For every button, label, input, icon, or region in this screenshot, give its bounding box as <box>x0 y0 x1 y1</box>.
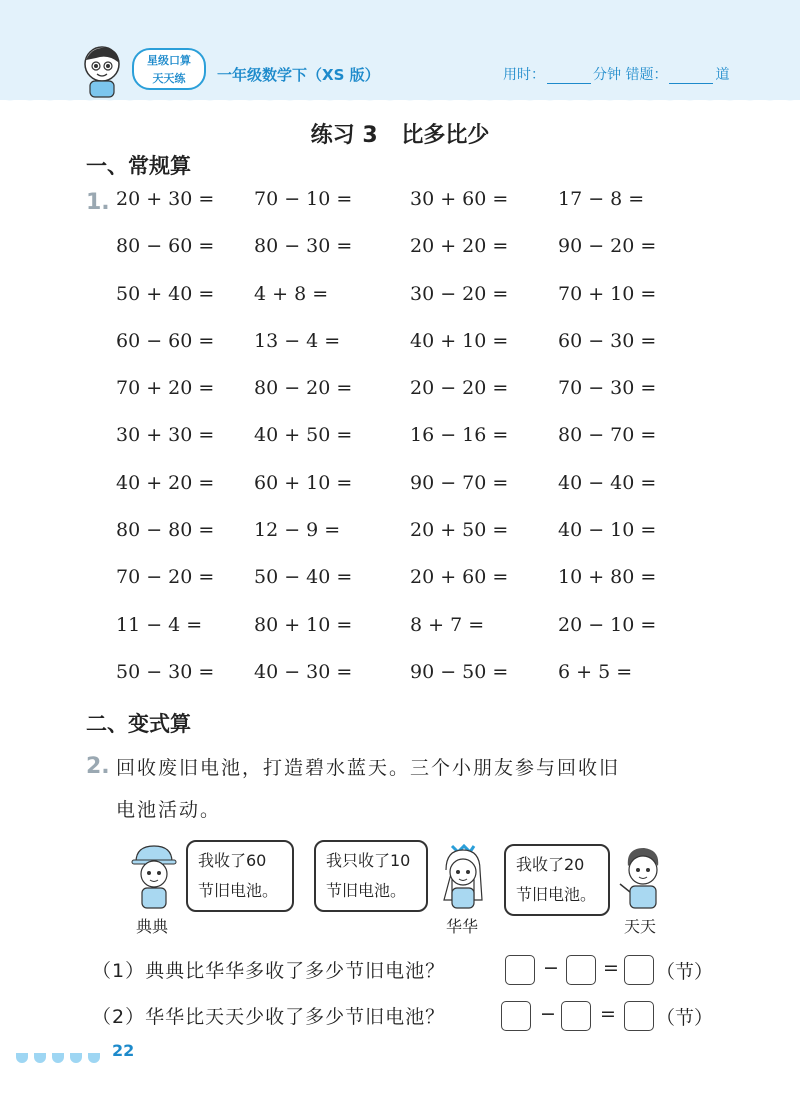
calc-problem: 70 + 10 = <box>558 282 657 305</box>
equals-sign-1: = <box>603 957 619 979</box>
calc-problem: 10 + 80 = <box>558 566 657 589</box>
footer-decoration <box>16 1048 106 1067</box>
girl-hua-icon <box>434 840 492 912</box>
calc-problem: 60 + 10 = <box>254 471 353 494</box>
calc-problem: 80 + 10 = <box>254 613 353 636</box>
calc-problem: 80 − 60 = <box>116 235 215 258</box>
calc-problem: 70 − 10 = <box>254 188 353 210</box>
calc-problem: 16 − 16 = <box>410 424 509 447</box>
calc-problem: 90 − 20 = <box>558 235 657 258</box>
timing-record <box>503 64 729 84</box>
page-number: 22 <box>112 1041 135 1060</box>
sub-question-1: （1）典典比华华多收了多少节旧电池？ <box>92 960 446 982</box>
calc-problem: 50 − 40 = <box>254 566 353 589</box>
calc-problem: 40 − 30 = <box>254 660 353 683</box>
speech-bubble-dian <box>186 840 294 912</box>
unit-label-2: （节） <box>656 1007 714 1029</box>
calc-problem: 30 + 60 = <box>410 188 509 210</box>
calc-problem: 70 + 20 = <box>116 377 215 400</box>
question-2-line-2: 电池活动。 <box>116 799 222 821</box>
bubble-tian-line-1: 我收了20 <box>516 855 585 874</box>
answer-box-2c[interactable] <box>624 1001 654 1031</box>
calc-problem: 80 − 70 = <box>558 424 657 447</box>
bubble-hua-line-1: 我只收了10 <box>326 851 411 870</box>
calc-problem: 80 − 20 = <box>254 377 353 400</box>
calc-problem: 40 + 50 = <box>254 424 353 447</box>
calc-problem: 40 + 20 = <box>116 471 215 494</box>
time-label: 用时： <box>503 67 545 83</box>
bubble-dian-line-2: 节旧电池。 <box>198 881 279 900</box>
answer-box-2a[interactable] <box>501 1001 531 1031</box>
calc-problem: 90 − 50 = <box>410 660 509 683</box>
calc-problem: 17 − 8 = <box>558 188 645 210</box>
calc-problem: 30 + 30 = <box>116 424 215 447</box>
errors-blank[interactable] <box>669 69 713 84</box>
calc-problem: 4 + 8 = <box>254 282 329 305</box>
logo-line-2: 天天练 <box>152 72 186 85</box>
calc-problem: 40 − 10 = <box>558 519 657 542</box>
kid-name-tian: 天天 <box>624 917 657 936</box>
speech-bubble-tian <box>504 844 610 916</box>
answer-box-1a[interactable] <box>505 955 535 985</box>
calc-problem: 20 + 50 = <box>410 519 509 542</box>
answer-box-1c[interactable] <box>624 955 654 985</box>
speech-bubble-hua <box>314 840 428 912</box>
calc-problem: 50 + 40 = <box>116 282 215 305</box>
calc-problem: 90 − 70 = <box>410 471 509 494</box>
book-title: 一年级数学下（XS 版） <box>217 66 380 84</box>
unit-label-1: （节） <box>656 961 714 983</box>
answer-box-2b[interactable] <box>561 1001 591 1031</box>
question-2-line-1: 回收废旧电池，打造碧水蓝天。三个小朋友参与回收旧 <box>116 757 621 779</box>
section-1-title: 一、常规算 <box>86 154 191 178</box>
calc-problem: 80 − 80 = <box>116 519 215 542</box>
errors-label: 错题： <box>625 67 668 83</box>
minus-sign-1: − <box>543 957 559 979</box>
calc-problem: 13 − 4 = <box>254 329 341 352</box>
boy-tian-icon <box>614 842 672 912</box>
calc-problem: 11 − 4 = <box>116 613 203 636</box>
exercise-title <box>0 118 800 149</box>
bubble-tian-line-2: 节旧电池。 <box>516 885 597 904</box>
calc-problem: 20 − 10 = <box>558 613 657 636</box>
exercise-number: 练习 3 <box>310 123 378 148</box>
equals-sign-2: = <box>600 1003 616 1025</box>
calc-problem: 20 − 20 = <box>410 377 509 400</box>
calc-problem: 6 + 5 = <box>558 660 633 683</box>
calc-problem: 50 − 30 = <box>116 660 215 683</box>
calc-problem: 80 − 30 = <box>254 235 353 258</box>
calc-problem: 8 + 7 = <box>410 613 485 636</box>
minus-sign-2: − <box>540 1003 556 1025</box>
calc-problem: 70 − 20 = <box>116 566 215 589</box>
calc-problem: 20 + 30 = <box>116 188 215 210</box>
answer-box-1b[interactable] <box>566 955 596 985</box>
calc-problem: 70 − 30 = <box>558 377 657 400</box>
time-blank[interactable] <box>547 69 591 84</box>
calc-problem: 20 + 60 = <box>410 566 509 589</box>
errors-unit: 道 <box>715 67 730 83</box>
exercise-name: 比多比少 <box>401 123 490 148</box>
question-2-number: 2. <box>86 754 110 779</box>
calc-problem: 40 − 40 = <box>558 471 657 494</box>
series-logo <box>132 48 206 90</box>
question-1-number: 1. <box>86 190 110 215</box>
bubble-hua-line-2: 节旧电池。 <box>326 881 407 900</box>
calc-problem: 60 − 30 = <box>558 329 657 352</box>
calc-problem: 20 + 20 = <box>410 235 509 258</box>
boy-dian-icon <box>126 842 182 910</box>
section-2-title: 二、变式算 <box>86 712 191 736</box>
calc-problem: 60 − 60 = <box>116 329 215 352</box>
kid-name-dian: 典典 <box>136 917 169 936</box>
calc-problem: 40 + 10 = <box>410 329 509 352</box>
calc-problem: 12 − 9 = <box>254 519 341 542</box>
calc-problem: 30 − 20 = <box>410 282 509 305</box>
sub-question-2: （2）华华比天天少收了多少节旧电池？ <box>92 1006 446 1028</box>
bubble-dian-line-1: 我收了60 <box>198 851 267 870</box>
logo-line-1: 星级口算 <box>147 54 191 67</box>
kid-name-hua: 华华 <box>446 917 479 936</box>
mascot-icon <box>78 44 126 100</box>
time-unit: 分钟 <box>593 67 621 83</box>
